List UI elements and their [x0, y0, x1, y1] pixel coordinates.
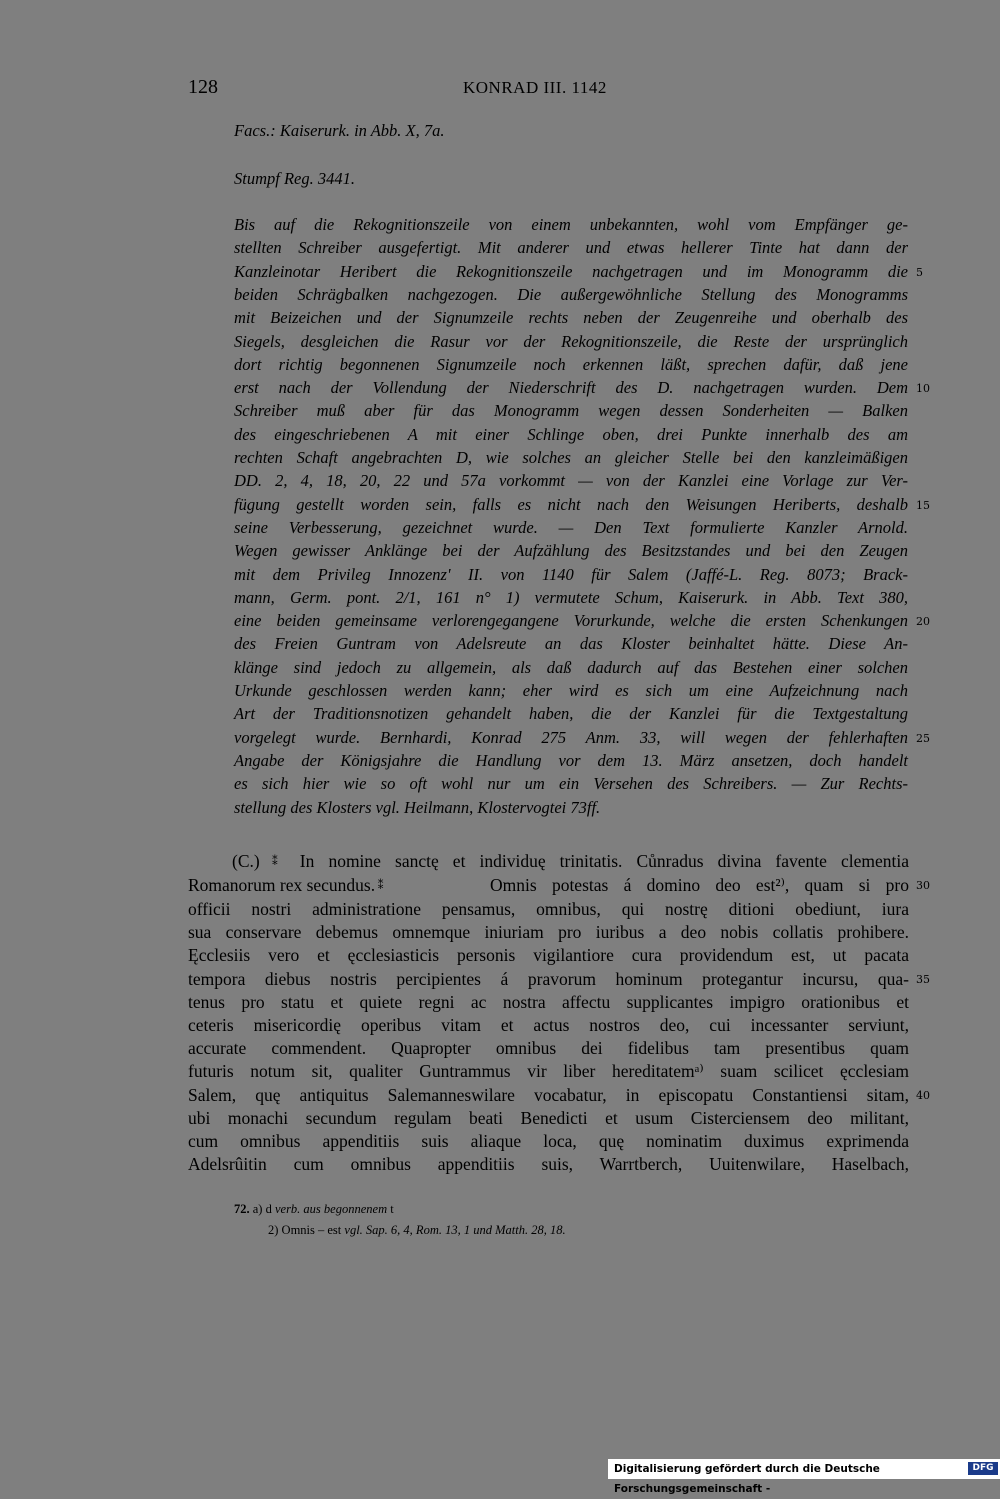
footnote-text: Omnis – est	[281, 1223, 342, 1237]
commentary-line: Siegels, desgleichen die Rasur vor der Rekognitionszeile, die Reste der ursprünglich	[234, 331, 908, 351]
charter-line: Adelsrûitin cum omnibus appenditiis suis, Warrtberch, Uuitenwilare, Haselbach,	[188, 1154, 909, 1175]
line-number: 15	[916, 498, 930, 512]
commentary-line: seine Verbesserung, gezeichnet wurde. — Den Text formulierte Kanzler Arnold.	[234, 517, 908, 537]
footnote-italic: verb. aus begonnenem	[274, 1202, 388, 1216]
commentary-line: Kanzleinotar Heribert die Rekognitionszeile nachgetragen und im Monogramm die	[234, 261, 908, 281]
charter-line: sua conservare debemus omnemque iniuriam pro iuribus a deo nobis collatis prohibere.	[188, 922, 909, 943]
charter-line: cum omnibus appenditiis suis aliaque loca, quę nominatim duximus exprimenda	[188, 1131, 909, 1151]
page-number: 128	[188, 76, 218, 98]
commentary-line: beiden Schrägbalken nachgezogen. Die außergewöhnliche Stellung des Monogramms	[234, 284, 908, 304]
commentary-line: rechten Schaft angebrachten D, wie solches an gleicher Stelle bei den kanzleimäßigen	[234, 448, 908, 467]
chrismon-icon: ⁑	[259, 856, 300, 868]
stumpf-reference: Stumpf Reg. 3441.	[234, 169, 355, 188]
line-number: 20	[916, 615, 930, 629]
charter-line: tenus pro statu et quiete regni ac nostra affectu supplicantes impigro orationibus et	[188, 991, 909, 1012]
line-number: 5	[916, 265, 923, 279]
line-number: 30	[916, 879, 930, 892]
line-number: 10	[916, 382, 930, 396]
line-number: 25	[916, 731, 930, 745]
invocatio: In nomine sanctę et individuę trinitatis. Cůnradus divina favente clementia	[299, 851, 909, 871]
footnote-mark: a)	[252, 1202, 263, 1216]
footnote-italic: vgl. Sap. 6, 4, Rom. 13, 1 und Matth. 28, 18.	[344, 1223, 566, 1237]
footnote-end: t	[390, 1202, 394, 1216]
commentary-line: Urkunde geschlossen werden kann; eher wird es sich um eine Aufzeichnung nach	[234, 681, 908, 700]
commentary-line: erst nach der Vollendung der Niederschrift des D. nachgetragen wurden. Dem	[234, 378, 908, 398]
commentary-line: klänge sind jedoch zu allgemein, als daß dadurch auf das Bestehen einer solchen	[234, 657, 908, 677]
charter-line	[188, 873, 383, 898]
dfg-logo: DFG	[968, 1462, 998, 1475]
commentary-line: mit dem Privileg Innozenz' II. von 1140 für Salem (Jaffé-L. Reg. 8073; Brack-	[234, 564, 908, 584]
charter-line: accurate commendent. Quapropter omnibus dei fidelibus tam presentibus quam	[188, 1038, 909, 1059]
arenga-start: Omnis potestas á domino deo est²⁾, quam si pro	[490, 875, 909, 895]
commentary-line: fügung gestellt worden sein, falls es nicht nach den Weisungen Heriberts, deshalb	[234, 494, 908, 514]
commentary-line: des eingeschriebenen A mit einer Schlinge oben, drei Punkte innerhalb des am	[234, 424, 908, 444]
commentary-line: Wegen gewisser Anklänge bei der Aufzählung des Besitzstandes und bei den Zeugen	[234, 541, 908, 561]
commentary-line: dort richtig begonnenen Signumzeile noch erkennen läßt, sprechen dafür, daß jene	[234, 354, 908, 374]
footnote-mark: 2)	[268, 1223, 279, 1237]
commentary-line: stellung des Klosters vgl. Heilmann, Klostervogtei 73ff.	[234, 797, 601, 817]
charter-line	[232, 849, 909, 873]
line-number: 35	[916, 972, 930, 986]
commentary-line: eine beiden gemeinsame verlorengegangene Vorurkunde, welche die ersten Schenkungen	[234, 611, 908, 631]
charter-line: tempora diebus nostris percipientes á pravorum hominum protegantur incursu, qua-	[188, 968, 909, 989]
footer-text: Digitalisierung gefördert durch die Deutsche Forschungsgemeinschaft -	[614, 1463, 880, 1495]
charter-c-mark: (C.)	[232, 851, 260, 871]
footnote-a	[234, 1202, 394, 1217]
commentary-line: es sich hier wie so oft wohl nur um ein Versehen des Schreibers. — Zur Rechts-	[234, 774, 908, 794]
intitulatio: Romanorum rex secundus.	[188, 875, 376, 895]
charter-line: Ęcclesiis vero et ęcclesiasticis personis vigilantiore cura providendum est, ut pacata	[188, 945, 909, 966]
commentary-line: mit Beizeichen und der Signumzeile rechts neben der Zeugenreihe und oberhalb des	[234, 308, 908, 328]
commentary-line: Schreiber muß aber für das Monogramm wegen dessen Sonderheiten — Balken	[234, 401, 908, 421]
charter-line: Salem, quę antiquitus Salemanneswilare vocabatur, in episcopatu Constantiensi sitam,	[188, 1084, 909, 1105]
charter-line: officii nostri administratione pensamus, omnibus, qui nostrę ditioni obediunt, iura	[188, 899, 909, 919]
charter-line: ubi monachi secundum regulam beati Benedicti et usum Cisterciensem deo militant,	[188, 1107, 909, 1128]
footnote-2	[268, 1223, 566, 1238]
commentary-line: stellten Schreiber ausgefertigt. Mit anderer und etwas hellerer Tinte hat dann der	[234, 238, 908, 258]
commentary-line: vorgelegt wurde. Bernhardi, Konrad 275 Anm. 33, will wegen der fehlerhaften	[234, 727, 908, 747]
facsimile-note: Facs.: Kaiserurk. in Abb. X, 7a.	[234, 121, 445, 140]
line-number: 40	[916, 1088, 930, 1102]
footnote-text: d	[265, 1202, 272, 1216]
charter-line: ceteris misericordię operibus vitam et actus nostros deo, cui incessanter serviunt,	[188, 1015, 909, 1035]
commentary-line: DD. 2, 4, 18, 20, 22 und 57a vorkommt — von der Kanzlei eine Vorlage zur Ver-	[234, 471, 908, 491]
chrismon-icon: ⁑	[375, 880, 384, 892]
footnote-doc-number: 72.	[234, 1202, 250, 1216]
commentary-line: mann, Germ. pont. 2/1, 161 n° 1) vermutete Schum, Kaiserurk. in Abb. Text 380,	[234, 587, 908, 607]
charter-line: futuris notum sit, qualiter Guntrammus vir liber hereditatemᵃ⁾ suam scilicet ęcclesiam	[188, 1061, 909, 1082]
running-title: KONRAD III. 1142	[463, 78, 607, 97]
commentary-line: Bis auf die Rekognitionszeile von einem unbekannten, wohl vom Empfänger ge-	[234, 215, 908, 234]
commentary-line: des Freien Guntram von Adelsreute an das Kloster beinhaltet hätte. Diese An-	[234, 634, 908, 654]
commentary-line: Angabe der Königsjahre die Handlung vor dem 13. März ansetzen, doch handelt	[234, 750, 908, 770]
digitization-footer	[608, 1459, 1000, 1495]
commentary-line: Art der Traditionsnotizen gehandelt haben, die der Kanzlei für die Textgestaltung	[234, 704, 908, 724]
